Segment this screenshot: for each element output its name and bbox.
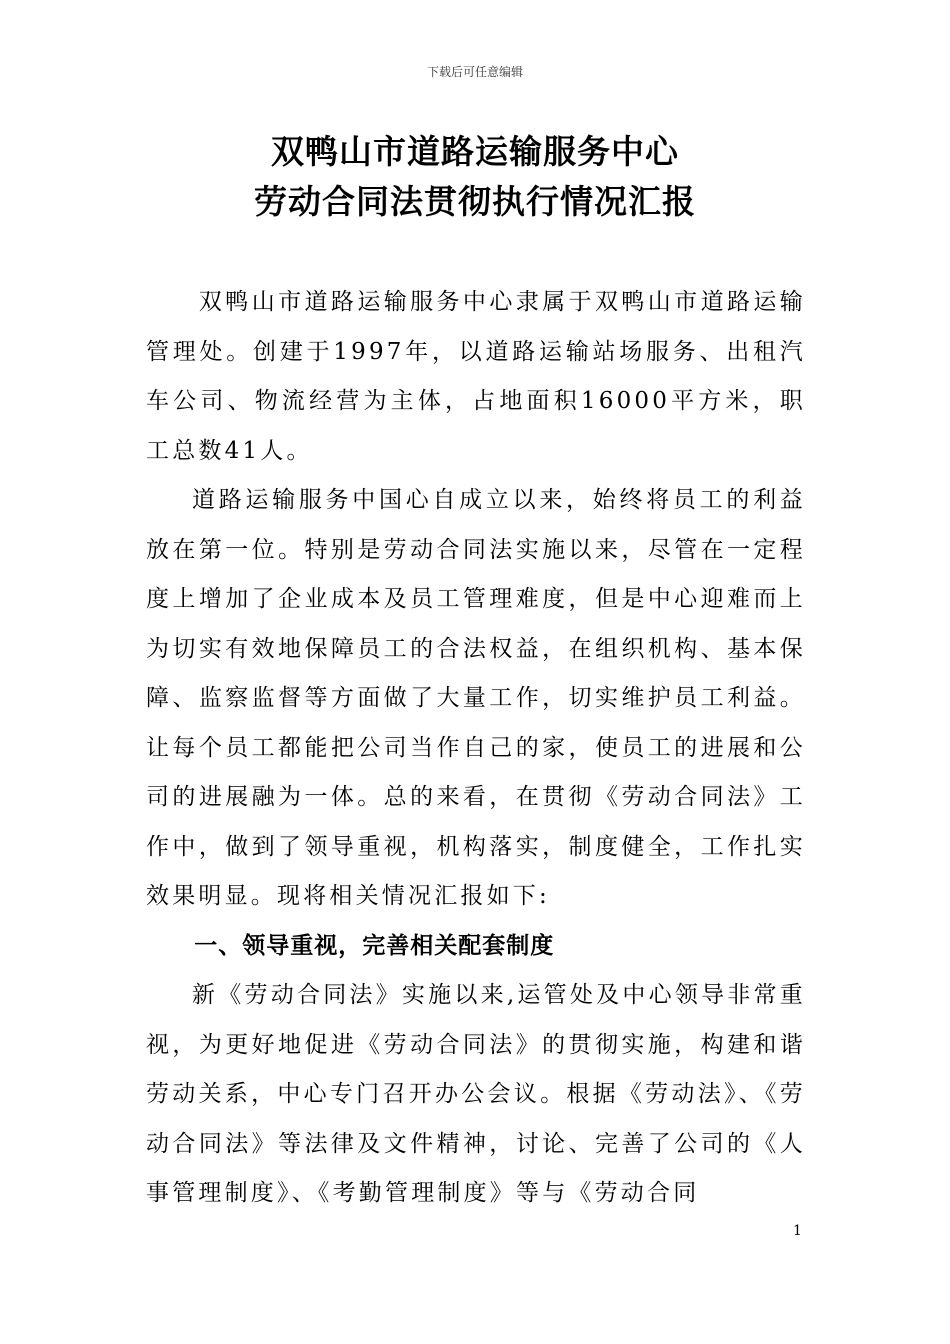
document-title-line-1: 双鸭山市道路运输服务中心	[271, 132, 679, 171]
header-note: 下载后可任意编辑	[426, 65, 523, 79]
paragraph-overview: 道路运输服务中国心自成立以来，始终将员工的利益放在第一位。特别是劳动合同法实施以来，尽管在一定程度上增加了企业成本及员工管理难度，但是中心迎难而上为切实有效地保障员工的合法权益，在组织机构、基本保障、监察监督等方面做了大量工作，切实维护员工利益。让每个员工都能把公司当作自己的家，使员工的进展和公司的进展融为一体。总的来看，在贯彻《劳动合同法》工作中，做到了领导重视，机构落实，制度健全，工作扎实效果明显。现将相关情况汇报如下:	[146, 487, 806, 909]
document-body	[146, 278, 806, 1219]
paragraph-intro: 双鸭山市道路运输服务中心隶属于双鸭山市道路运输管理处。创建于1997年，以道路运输站场服务、出租汽车公司、物流经营为主体，占地面积16000平方米，职工总数41人。	[146, 289, 806, 464]
paragraph-section-1: 新《劳动合同法》实施以来,运管处及中心领导非常重视，为更好地促进《劳动合同法》的贯彻实施，构建和谐劳动关系，中心专门召开办公会议。根据《劳动法》、《劳动合同法》等法律及文件精神，讨论、完善了公司的《人事管理制度》、《考勤管理制度》等与《劳动合同	[146, 982, 806, 1206]
section-heading-1: 一、领导重视，完善相关配套制度	[194, 932, 555, 959]
page-number: 1	[793, 1223, 802, 1239]
document-title-line-2: 劳动合同法贯彻执行情况汇报	[254, 182, 696, 221]
